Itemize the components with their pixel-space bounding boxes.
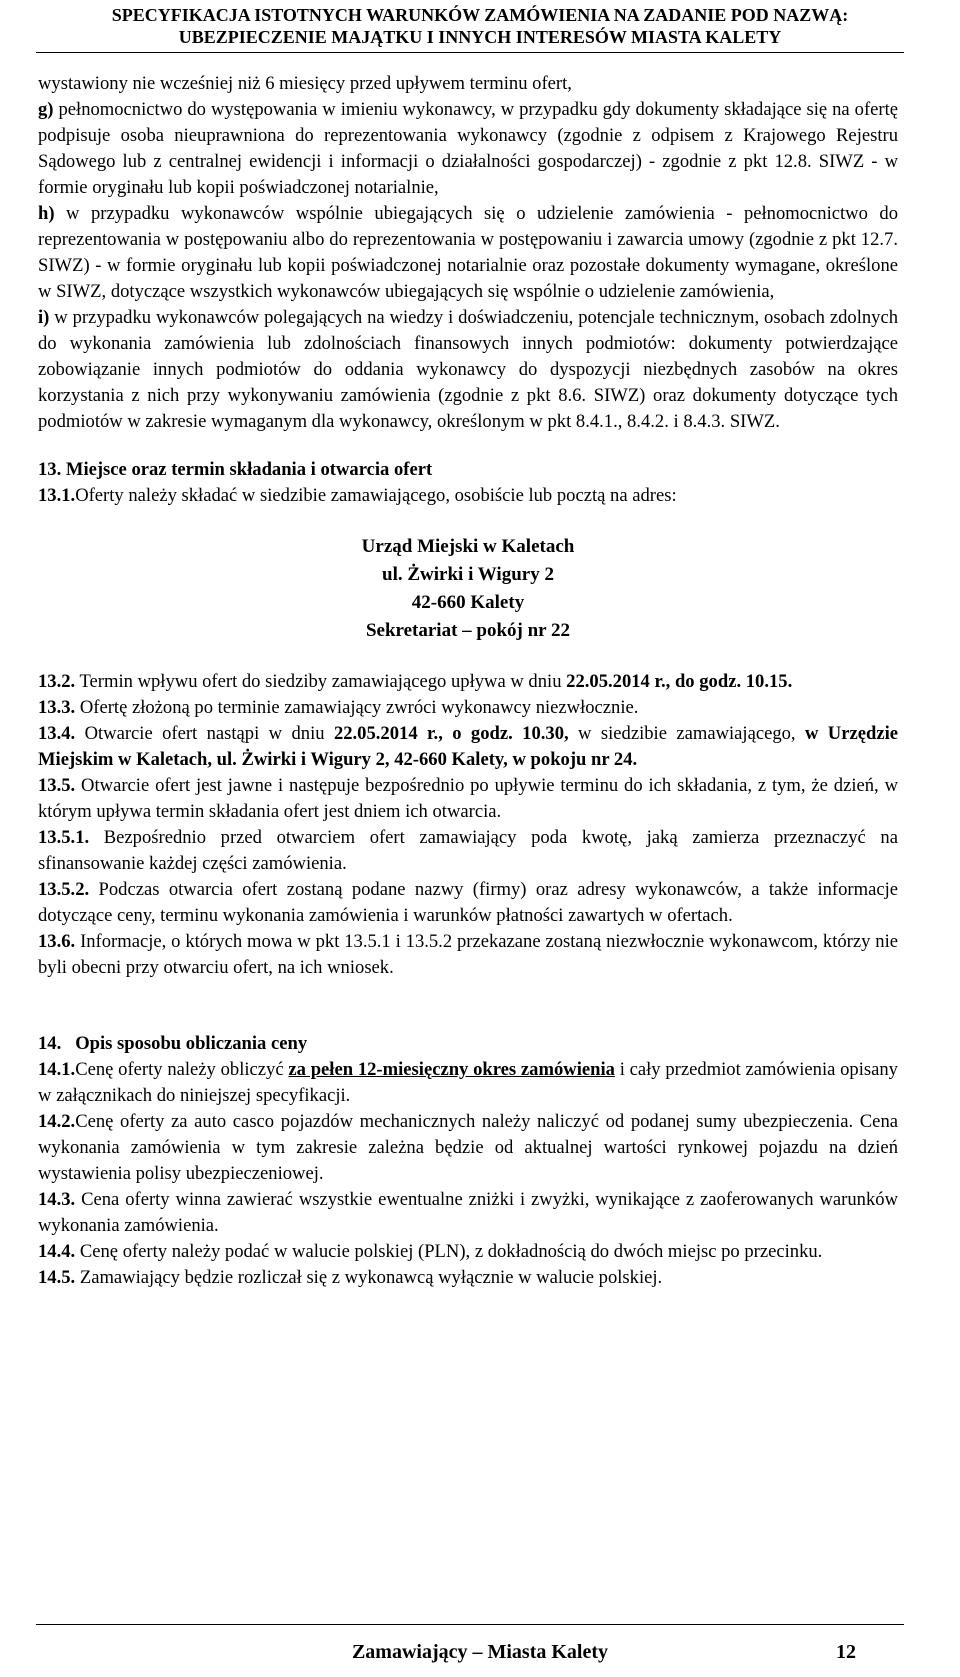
item-label: i) (38, 307, 50, 328)
item-text: w przypadku wykonawców polegających na wiedzy i doświadczeniu, potencjale technicznym, osobach zdolnych do wykonania zamówienia lub zdolnościach finansowych innych podmiotów: dokumenty potwierdzające zobowiązanie innych podmiotów do oddania wykonawcy do dyspozycji niezbędnych zasobów na okres korzystania z nich przy wykonywaniu zamówienia (zgodnie z pkt 8.6. SIWZ) oraz dokumenty dotyczące tych podmiotów w zakresie wymaganym dla wykonawcy, określonym w pkt 8.4.1., 8.4.2. i 8.4.3. SIWZ. (38, 307, 898, 432)
item-number: 14.3. (38, 1189, 76, 1210)
item-number: 13.3. (38, 697, 76, 718)
paragraph-13-5 (38, 773, 898, 825)
item-text: Cenę oferty należy podać w walucie polskiej (PLN), z dokładnością do dwóch miejsc po przecinku. (75, 1241, 823, 1262)
item-text: pełnomocnictwo do występowania w imieniu wykonawcy, w przypadku gdy dokumenty składające się na ofertę podpisuje osoba nieuprawniona do reprezentowania wykonawcy (zgodnie z odpisem z Krajowego Rejestru Sądowego lub z centralnej ewidencji i informacji o działalności gospodarczej) - zgodnie z pkt 12.8. SIWZ - w formie oryginału lub kopii poświadczonej notarialnie, (38, 99, 898, 198)
item-number: 13.5.2. (38, 879, 90, 900)
item-number: 13.1. (38, 485, 76, 506)
item-number: 13.5. (38, 775, 76, 796)
address-line: 42-660 Kalety (411, 592, 525, 613)
section-13-heading (38, 457, 898, 483)
page-number: 12 (836, 1641, 856, 1663)
paragraph-13-4 (38, 721, 898, 773)
item-bold-text: 22.05.2014 r., do godz. 10.15. (566, 671, 793, 692)
paragraph-14-5 (38, 1265, 898, 1291)
footer-rule (36, 1624, 904, 1625)
paragraph-14-4 (38, 1239, 898, 1265)
item-text: w siedzibie zamawiającego, (568, 723, 805, 744)
page-footer: Zamawiający – Miasta Kalety (351, 1641, 609, 1663)
section-14-heading (38, 1031, 898, 1057)
item-text: Otwarcie ofert nastąpi w dniu (75, 723, 334, 744)
section-heading-text: 13. Miejsce oraz termin składania i otwarcia ofert (38, 459, 433, 480)
item-text: Informacje, o których mowa w pkt 13.5.1 i 13.5.2 przekazane zostaną niezwłocznie wykonawcom, którzy nie byli obecni przy otwarciu ofert, na ich wniosek. (38, 931, 898, 978)
item-label: h) (38, 203, 55, 224)
item-text: Cenę oferty za auto casco pojazdów mechanicznych należy naliczyć od podanej sumy ubezpieczenia. Cena wykonania zamówienia w tym zakresie zależna będzie od aktualnej wartości rynkowej pojazdu na dzień wystawienia polisy ubezpieczeniowej. (38, 1111, 898, 1184)
header-line-1: SPECYFIKACJA ISTOTNYCH WARUNKÓW ZAMÓWIENIA NA ZADANIE POD NAZWĄ: (111, 5, 849, 25)
item-text: Otwarcie ofert jest jawne i następuje bezpośrednio po upływie terminu do ich składania, z tym, że dzień, w którym upływa termin składania ofert jest dniem ich otwarcia. (38, 775, 898, 822)
address-line: ul. Żwirki i Wigury 2 (382, 564, 554, 585)
paragraph-13-2 (38, 669, 898, 695)
paragraph-14-2 (38, 1109, 898, 1187)
document-body (38, 71, 898, 1291)
item-bold-text: w Urzędzie Miejskim w Kaletach, ul. Żwirki i Wigury 2, 42-660 Kalety, w pokoju nr 24. (38, 723, 899, 770)
item-number: 14.1. (38, 1059, 76, 1080)
address-line: Urząd Miejski w Kaletach (361, 536, 575, 557)
item-number: 14.4. (38, 1241, 76, 1262)
item-text: Oferty należy składać w siedzibie zamawiającego, osobiście lub pocztą na adres: (75, 485, 677, 506)
section-heading-text: 14. Opis sposobu obliczania ceny (38, 1033, 308, 1054)
item-number: 13.6. (38, 931, 76, 952)
paragraph-g (38, 97, 898, 201)
item-text: Cena oferty winna zawierać wszystkie ewentualne zniżki i zwyżki, wynikające z zaoferowanych warunków wykonania zamówienia. (38, 1189, 898, 1236)
paragraph-13-3 (38, 695, 898, 721)
item-number: 14.2. (38, 1111, 76, 1132)
item-text: w przypadku wykonawców wspólnie ubiegających się o udzielenie zamówienia - pełnomocnictwo do reprezentowania w postępowaniu albo do reprezentowania w postępowaniu i zawarcia umowy (zgodnie z pkt 12.7. SIWZ) - w formie oryginału lub kopii poświadczonej notarialnie oraz pozostałe dokumenty wymagane, określone w SIWZ, dotyczące wszystkich wykonawców ubiegających się wspólnie o udzielenie zamówienia, (38, 203, 898, 302)
paragraph-i (38, 305, 898, 435)
paragraph-14-3 (38, 1187, 898, 1239)
item-bold-text: 22.05.2014 r., o godz. 10.30, (333, 723, 569, 744)
address-line: Sekretariat – pokój nr 22 (365, 620, 571, 641)
item-text: Ofertę złożoną po terminie zamawiający zwróci wykonawcy niezwłocznie. (75, 697, 639, 718)
item-number: 13.5.1. (38, 827, 90, 848)
paragraph-14-1 (38, 1057, 898, 1109)
item-number: 13.2. (38, 671, 76, 692)
paragraph-13-5-2 (38, 877, 898, 929)
item-label: g) (38, 99, 54, 120)
item-text: Bezpośrednio przed otwarciem ofert zamawiający poda kwotę, jaką zamierza przeznaczyć na sfinansowanie każdej części zamówienia. (38, 827, 898, 874)
address-block (38, 533, 898, 645)
paragraph-13-5-1 (38, 825, 898, 877)
item-text: Termin wpływu ofert do siedziby zamawiającego upływa w dniu (75, 671, 567, 692)
paragraph-continuation: wystawiony nie wcześniej niż 6 miesięcy przed upływem terminu ofert, (38, 73, 572, 94)
item-number: 14.5. (38, 1267, 76, 1288)
item-text: Podczas otwarcia ofert zostaną podane nazwy (firmy) oraz adresy wykonawców, a także informacje dotyczące ceny, terminu wykonania zamówienia i warunków płatności zawartych w ofertach. (38, 879, 898, 926)
item-text: i cały przedmiot zamówienia opisany w załącznikach do niniejszej specyfikacji. (38, 1059, 898, 1106)
item-number: 13.4. (38, 723, 76, 744)
header-line-2: UBEZPIECZENIE MAJĄTKU I INNYCH INTERESÓW MIASTA KALETY (178, 27, 782, 47)
item-text: Zamawiający będzie rozliczał się z wykonawcą wyłącznie w walucie polskiej. (75, 1267, 663, 1288)
paragraph-h (38, 201, 898, 305)
header-rule (36, 52, 904, 53)
item-text: Cenę oferty należy obliczyć (75, 1059, 289, 1080)
page-header (0, 4, 960, 48)
paragraph-13-6 (38, 929, 898, 981)
item-underlined-text: za pełen 12-miesięczny okres zamówienia (288, 1059, 615, 1080)
paragraph-13-1 (38, 483, 898, 509)
